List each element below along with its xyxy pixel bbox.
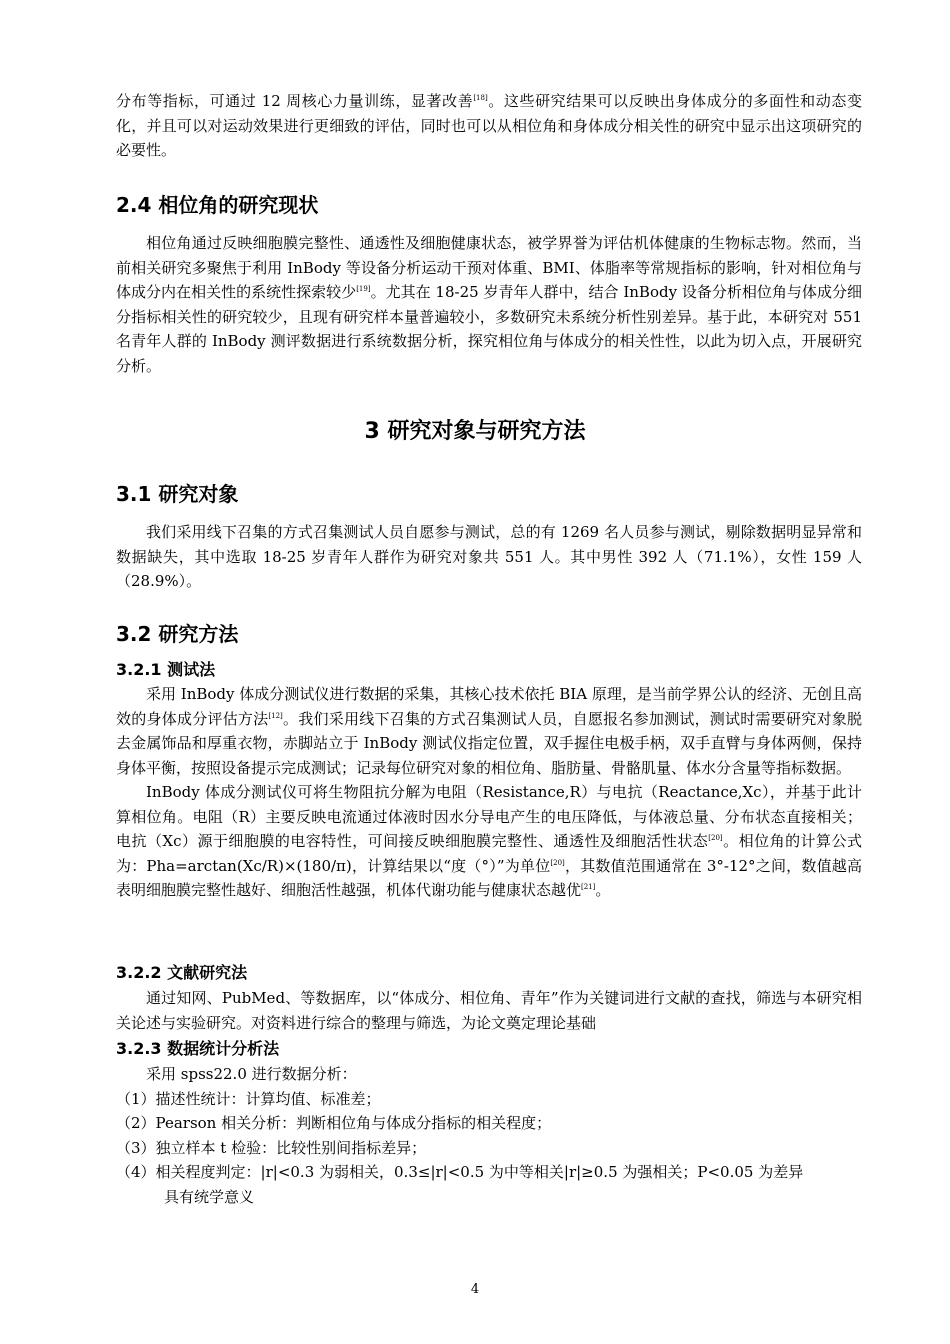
subsection-heading-3-2-3: 3.2.3 数据统计分析法 <box>116 1039 280 1058</box>
paragraph-text: 。我们采用线下召集的方式召集测试人员，自愿报名参加测试，测试时需要研究对象脱去金属饰品和厚重衣物，赤脚站立于 InBody 测试仪指定位置，双手握住电极手柄，双手直臂与身体两侧，保持身体平衡，按照设备提示完成测试；记录每位研究对象的相位角、脂肪量、骨骼肌量、体水分含量等指标数据。 <box>116 709 862 777</box>
citation-ref: [12] <box>268 711 283 720</box>
intro-text-a: 分布等指标，可通过 12 周核心力量训练，显著改善 <box>116 92 474 110</box>
paragraph-text: 采用 InBody 体成分测试仪进行数据的采集，其核心技术依托 BIA 原理，是当前学界公认的经济、无创且高效的身体成分评估方法 <box>116 685 862 728</box>
citation-ref: [20] <box>708 834 723 842</box>
citation-ref: [21] <box>581 883 596 891</box>
list-item: （1）描述性统计：计算均值、标准差； <box>116 1089 381 1108</box>
list-item: （4）相关程度判定：|r|<0.3 为弱相关，0.3≤|r|<0.5 为中等相关|r|≥0.5 为强相关；P<0.05 为差异 <box>116 1163 804 1181</box>
subsection-heading-3-2-1: 3.2.1 测试法 <box>116 660 216 679</box>
paragraph-text: 。 <box>595 881 611 899</box>
paragraph-text: 相位角通过反映细胞膜完整性、通透性及细胞健康状态，被学界誉为评估机体健康的生物标志物。然而，当前相关研究多聚焦于利用 InBody 等设备分析运动干预对体重、BMI、体脂率等常规指标的影响，针对相位角与体成分内在相关性的系统性探索较少 <box>116 234 862 301</box>
section-heading-2-4: 2.4 相位角的研究现状 <box>116 193 319 217</box>
list-lead: 采用 spss22.0 进行数据分析： <box>146 1065 357 1083</box>
citation-ref: [20] <box>550 858 565 867</box>
paragraph-text: ，其数值范围通常在 3°-12°之间，数值越高表明细胞膜完整性越好、细胞活性越强，机体代谢功能与健康状态越优 <box>116 856 862 899</box>
section-heading-3-2: 3.2 研究方法 <box>116 622 239 646</box>
paragraph-text: 通过知网、PubMed、等数据库，以“体成分、相位角、青年”作为关键词进行文献的查找，筛选与本研究相关论述与实验研究。对资料进行综合的整理与筛选，为论文奠定理论基础 <box>116 989 862 1032</box>
section-2-4-body <box>116 231 862 378</box>
section-heading-3-1: 3.1 研究对象 <box>116 482 239 506</box>
section-3-1-body <box>116 520 862 594</box>
intro-text-b: 。这些研究结果可以反映出身体成分的多面性和动态变化，并且可以对运动效果进行更细致的评估，同时也可以从相位角和身体成分相关性的研究中显示出这项研究的必要性。 <box>116 92 862 159</box>
list-item-continuation: 具有统学意义 <box>164 1187 255 1206</box>
subsection-heading-3-2-2: 3.2.2 文献研究法 <box>116 963 248 982</box>
paragraph-text: 。尤其在 18-25 岁青年人群中，结合 InBody 设备分析相位角与体成分细分指标相关性的研究较少，且现有研究样本量普遍较小，多数研究未系统分析性别差异。基于此，本研究对 551 名青年人群的 InBody 测评数据进行系统数据分析，探究相位角与体成分的相关性性，以此为切入点，开展研究分析。 <box>116 283 862 375</box>
section-3-2-2-body <box>116 986 862 1035</box>
citation-ref: [18] <box>473 94 488 102</box>
page-number: 4 <box>470 1282 480 1297</box>
intro-paragraph <box>116 89 862 163</box>
citation-ref: [19] <box>356 285 371 293</box>
paragraph-text: 。相位角的计算公式为：Pha=arctan(Xc/R)×(180/π)，计算结果以“度（°）”为单位 <box>116 832 862 875</box>
list-item: （2）Pearson 相关分析：判断相位角与体成分指标的相关程度； <box>116 1114 552 1132</box>
paragraph-text: 我们采用线下召集的方式召集测试人员自愿参与测试，总的有 1269 名人员参与测试，剔除数据明显异常和数据缺失，其中选取 18-25 岁青年人群作为研究对象共 551 人。其中男性 392 人（71.1%），女性 159 人（28.9%）。 <box>116 523 862 590</box>
paragraph-text: InBody 体成分测试仪可将生物阻抗分解为电阻（Resistance,R）与电抗（Reactance,Xc），并基于此计算相位角。电阻（R）主要反映电流通过体液时因水分导电产生的电压降低，与体液总量、分布状态直接相关；电抗（Xc）源于细胞膜的电容特性，可间接反映细胞膜完整性、通透性及细胞活性状态 <box>116 783 862 850</box>
list-item: （3）独立样本 t 检验：比较性别间指标差异； <box>116 1138 427 1157</box>
chapter-heading-3: 3 研究对象与研究方法 <box>364 419 586 444</box>
section-3-2-1-body <box>116 682 862 903</box>
section-3-2-3-body <box>116 1062 862 1209</box>
